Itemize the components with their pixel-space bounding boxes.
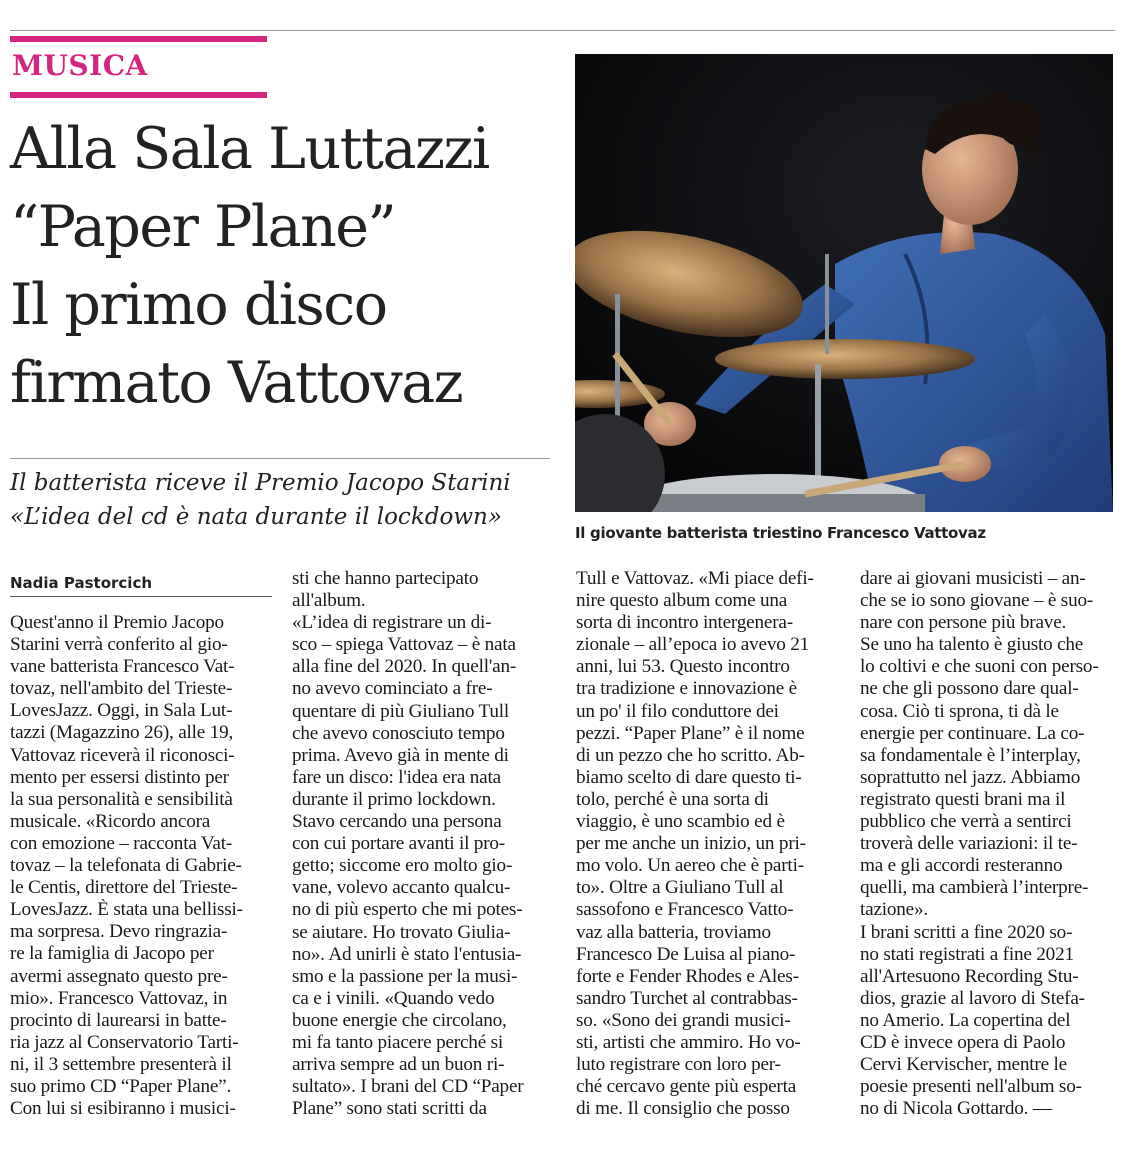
text-line: vane, volevo accanto qualcu-	[292, 877, 511, 899]
text-line: con emozione – racconta Vat-	[10, 832, 233, 854]
text-line: Francesco De Luisa al piano-	[576, 943, 796, 965]
text-line: soprattutto nel jazz. Abbiamo	[860, 766, 1081, 788]
text-line: nare con persone più brave.	[860, 612, 1067, 634]
text-line: ne che gli possono dare qual-	[860, 678, 1079, 700]
drummer-photo	[575, 54, 1113, 512]
text-line: Stavo cercando una persona	[292, 811, 502, 833]
text-line: procinto di laurearsi in batte-	[10, 1009, 227, 1031]
text-line: ma sorpresa. Devo ringrazia-	[10, 921, 228, 943]
text-line: mio». Francesco Vattovaz, in	[10, 987, 228, 1009]
text-line: che se io sono giovane – è suo-	[860, 590, 1094, 612]
text-line: Con lui si esibiranno i musici-	[10, 1098, 236, 1120]
section-bar-bottom	[10, 92, 267, 98]
text-line: registrato questi brani ma il	[860, 788, 1066, 810]
text-line: sassofono e Francesco Vatto-	[576, 899, 794, 921]
subhead-rule	[10, 458, 550, 459]
text-line: sco – spiega Vattovaz – è nata	[292, 634, 516, 656]
text-line: prima. Avevo già in mente di	[292, 744, 509, 766]
drummer-photo-illustration	[575, 54, 1113, 512]
text-line: poesie presenti nell'album so-	[860, 1076, 1082, 1098]
text-line: no stati registrati a fine 2021	[860, 943, 1074, 965]
text-line: quentare di più Giuliano Tull	[292, 700, 509, 722]
text-line: cosa. Ciò ti sprona, ti dà le	[860, 700, 1059, 722]
text-line: avermi assegnato questo pre-	[10, 965, 228, 987]
text-line: vane batterista Francesco Vat-	[10, 656, 235, 678]
text-line: viaggio, è uno scambio ed è	[576, 811, 785, 833]
text-line: zionale – all’epoca io avevo 21	[576, 634, 810, 656]
text-line: che avevo conosciuto tempo	[292, 722, 505, 744]
headline	[10, 110, 570, 422]
text-line: la sua personalità e sensibilità	[10, 788, 233, 810]
text-line: suo primo CD “Paper Plane”.	[10, 1075, 232, 1097]
text-line: forte e Fender Rhodes e Ales-	[576, 965, 799, 987]
text-line: dios, grazie al lavoro di Stefa-	[860, 987, 1085, 1009]
text-line: anni, lui 53. Questo incontro	[576, 656, 790, 678]
text-line: sti, artisti che ammiro. Ho vo-	[576, 1031, 801, 1053]
text-line: all'Artesuono Recording Stu-	[860, 965, 1079, 987]
byline: Nadia Pastorcich	[10, 574, 153, 592]
headline-line: “Paper Plane”	[10, 194, 396, 260]
text-line: no Amerio. La copertina del	[860, 1009, 1071, 1031]
text-line: mo volo. Un aereo che è parti-	[576, 855, 804, 877]
text-line: quelli, ma cambierà l’interpre-	[860, 877, 1089, 899]
text-line: ma e gli accordi resteranno	[860, 855, 1063, 877]
text-line: no avevo cominciato a fre-	[292, 678, 493, 700]
text-line: Vattovaz riceverà il riconosci-	[10, 744, 235, 766]
text-line: so. «Sono dei grandi musici-	[576, 1009, 791, 1031]
text-line: con cui portare avanti il pro-	[292, 833, 505, 855]
text-line: LovesJazz. Oggi, in Sala Lut-	[10, 700, 233, 722]
text-line: getto; siccome ero molto gio-	[292, 855, 513, 877]
text-line: sorta di incontro intergenera-	[576, 612, 793, 634]
text-line: tra tradizione e innovazione è	[576, 678, 797, 700]
text-line: tovaz – la telefonata di Gabrie-	[10, 855, 242, 877]
text-line: per me anche un inizio, un pri-	[576, 833, 806, 855]
article-column-2	[292, 568, 554, 1120]
headline-line: Il primo disco	[10, 272, 387, 338]
section-label: MUSICA	[12, 49, 148, 82]
text-line: re la famiglia di Jacopo per	[10, 943, 214, 965]
text-line: un po' il filo conduttore dei	[576, 700, 779, 722]
text-line: tolo, perché è una sorta di	[576, 788, 769, 810]
text-line: lo coltivi e che suoni con perso-	[860, 656, 1099, 678]
text-line: pezzi. “Paper Plane” è il nome	[576, 722, 805, 744]
text-line: mento per essersi distinto per	[10, 766, 229, 788]
text-line: sandro Turchet al contrabbas-	[576, 987, 798, 1009]
text-line: dare ai giovani musicisti – an-	[860, 568, 1086, 589]
text-line: sa fondamentale è l’interplay,	[860, 744, 1081, 766]
text-line: se aiutare. Ho trovato Giulia-	[292, 921, 511, 943]
text-line: all'album.	[292, 590, 366, 612]
article-column-4	[860, 568, 1122, 1120]
text-line: tovaz, nell'ambito del Trieste-	[10, 678, 233, 700]
top-rule	[10, 30, 1115, 31]
text-line: no di Nicola Gottardo. —	[860, 1098, 1052, 1120]
byline-rule	[10, 596, 272, 597]
text-line: energie per continuare. La co-	[860, 722, 1085, 744]
text-line: Quest'anno il Premio Jacopo	[10, 612, 224, 633]
headline-line: firmato Vattovaz	[10, 350, 463, 416]
text-line: di un pezzo che ho scritto. Ab-	[576, 744, 805, 766]
text-line: no di più esperto che mi potes-	[292, 899, 523, 921]
text-line: nire questo album come una	[576, 590, 788, 612]
text-line: CD è invece opera di Paolo	[860, 1031, 1066, 1053]
text-line: tazzi (Magazzino 26), alle 19,	[10, 722, 234, 744]
text-line: di me. Il consiglio che posso	[576, 1098, 790, 1120]
text-line: I brani scritti a fine 2020 so-	[860, 921, 1073, 943]
subheadline	[10, 466, 570, 534]
text-line: ca e i vinili. «Quando vedo	[292, 987, 495, 1009]
photo-caption: Il giovante batterista triestino Francesco Vattovaz	[575, 524, 986, 542]
text-line: luto registrare con loro per-	[576, 1054, 781, 1076]
text-line: ché cercavo gente più esperta	[576, 1076, 797, 1098]
text-line: alla fine del 2020. In quell'an-	[292, 656, 517, 678]
text-line: vaz alla batteria, troviamo	[576, 921, 771, 943]
subhead-line: Il batterista riceve il Premio Jacopo Starini	[10, 470, 511, 496]
text-line: mi fa tanto piacere perché si	[292, 1031, 504, 1053]
text-line: Cervi Kervischer, mentre le	[860, 1054, 1067, 1076]
article-column-1	[10, 612, 272, 1120]
text-line: no». Ad unirli è stato l'entusia-	[292, 943, 522, 965]
text-line: fare un disco: l'idea era nata	[292, 766, 501, 788]
text-line: pubblico che verrà a sentirci	[860, 811, 1072, 833]
article-column-3	[576, 568, 838, 1120]
text-line: ria jazz al Conservatorio Tarti-	[10, 1031, 239, 1053]
text-line: tazione».	[860, 899, 928, 921]
text-line: smo e la passione per la musi-	[292, 965, 518, 987]
text-line: biamo scelto di dare questo ti-	[576, 766, 802, 788]
text-line: to». Oltre a Giuliano Tull al	[576, 877, 784, 899]
text-line: le Centis, direttore del Trieste-	[10, 877, 238, 899]
text-line: musicale. «Ricordo ancora	[10, 810, 211, 832]
text-line: Plane” sono stati scritti da	[292, 1098, 487, 1120]
text-line: sultato». I brani del CD “Paper	[292, 1076, 524, 1098]
text-line: buone energie che circolano,	[292, 1009, 507, 1031]
text-line: durante il primo lockdown.	[292, 788, 496, 810]
text-line: arriva sempre ad un buon ri-	[292, 1054, 505, 1076]
headline-line: Alla Sala Luttazzi	[10, 116, 489, 182]
subhead-line: «L’idea del cd è nata durante il lockdown»	[10, 504, 502, 530]
text-line: Tull e Vattovaz. «Mi piace defi-	[576, 568, 814, 589]
text-line: Starini verrà conferito al gio-	[10, 634, 228, 656]
text-line: troverà delle variazioni: il te-	[860, 833, 1078, 855]
text-line: ni, il 3 settembre presenterà il	[10, 1053, 232, 1075]
text-line: Se uno ha talento è giusto che	[860, 634, 1084, 656]
section-bar-top	[10, 36, 267, 42]
text-line: LovesJazz. È stata una bellissi-	[10, 899, 243, 921]
text-line: «L’idea di registrare un di-	[292, 612, 492, 634]
text-line: sti che hanno partecipato	[292, 568, 479, 589]
